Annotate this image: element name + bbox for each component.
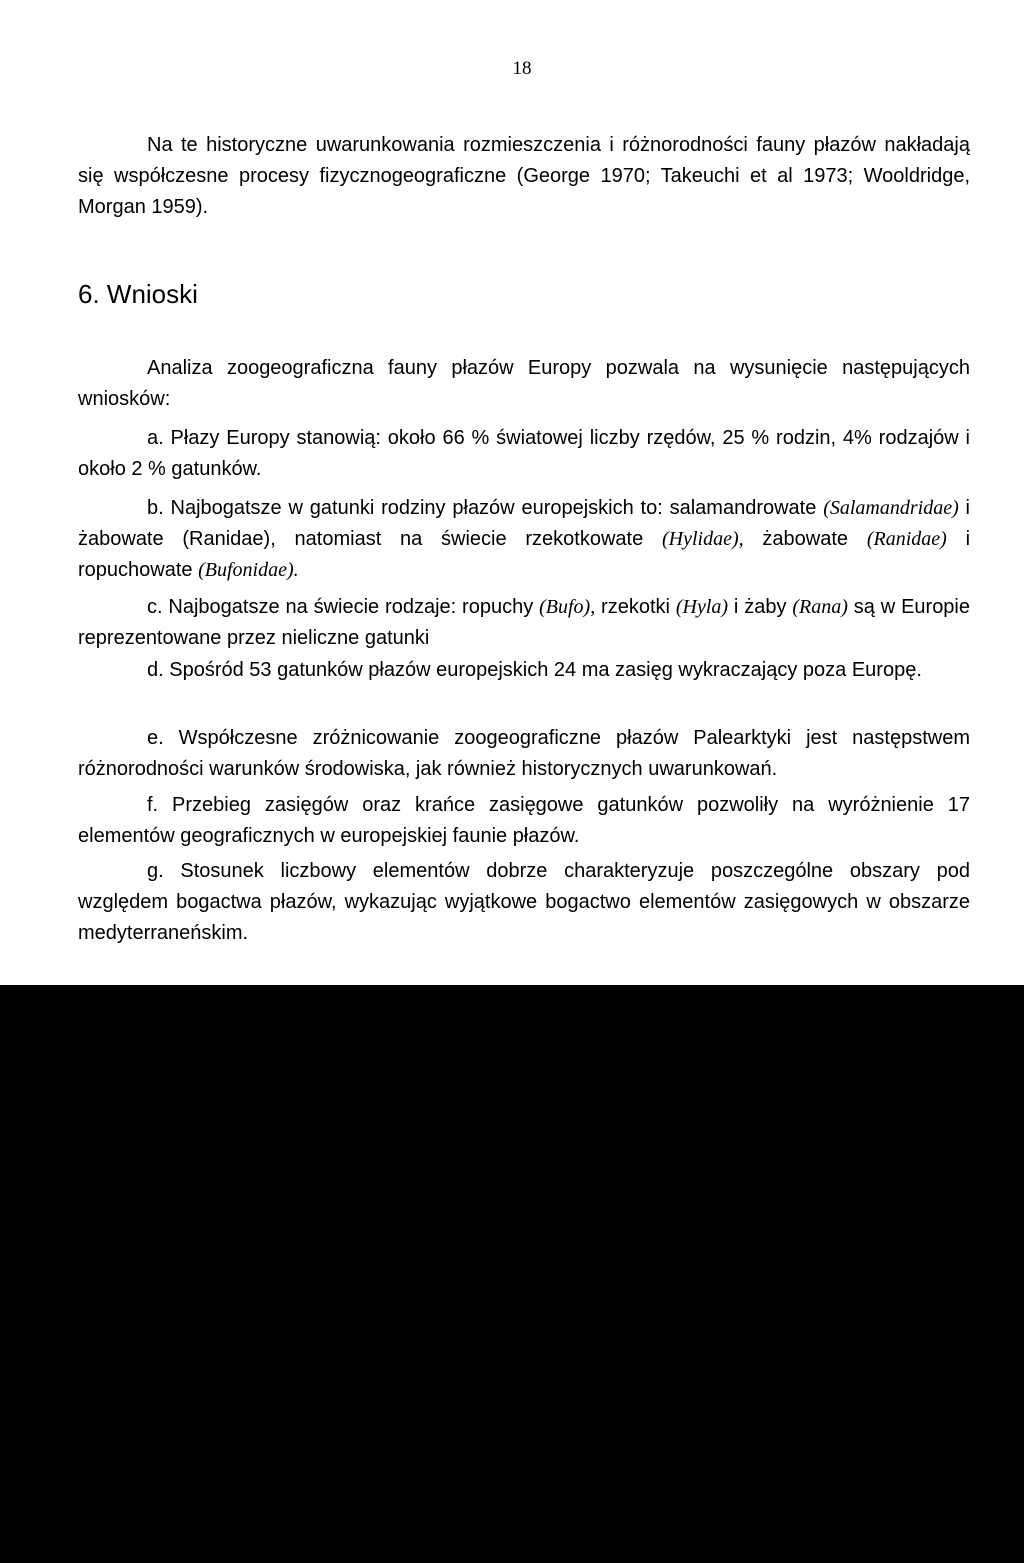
lead-paragraph: Analiza zoogeograficzna fauny płazów Europy pozwala na wysunięcie następujących wniosków: xyxy=(78,357,970,410)
conclusion-c xyxy=(78,592,970,654)
conclusion-b xyxy=(78,493,970,586)
section-heading: 6. Wnioski xyxy=(78,279,198,309)
conclusion-c-text-2: rzekotki xyxy=(595,596,676,618)
conclusion-b-text-2: i żabowate (Ranidae), natomiast na świecie rzekotkowate xyxy=(78,497,970,550)
conclusion-c-taxon-1: (Bufo), xyxy=(539,596,596,618)
conclusion-c-taxon-2: (Hyla) xyxy=(675,596,729,618)
conclusion-b-taxon-4: (Bufonidae). xyxy=(198,559,299,581)
conclusion-c-text-1: c. Najbogatsze na świecie rodzaje: ropuchy xyxy=(147,596,540,618)
conclusion-b-text-3: żabowate xyxy=(743,528,867,550)
conclusion-c-text-3: i żaby xyxy=(728,596,793,618)
conclusion-b-taxon-3: (Ranidae) xyxy=(866,528,947,550)
conclusion-b-text-1: b. Najbogatsze w gatunki rodziny płazów europejskich to: salamandrowate xyxy=(147,497,824,519)
conclusion-c-text-4: są w Europie reprezentowane przez nieliczne gatunki xyxy=(78,596,970,649)
conclusion-a: a. Płazy Europy stanowią: około 66 % światowej liczby rzędów, 25 % rodzin, 4% rodzajów i około 2 % gatunków. xyxy=(78,427,970,480)
intro-paragraph: Na te historyczne uwarunkowania rozmieszczenia i różnorodności fauny płazów nakładają się współczesne procesy fizycznogeograficzne (George 1970; Takeuchi et al 1973; Wooldridge, Morgan 1959). xyxy=(78,134,970,218)
conclusion-c-taxon-3: (Rana) xyxy=(792,596,848,618)
conclusion-f: f. Przebieg zasięgów oraz krańce zasięgowe gatunków pozwoliły na wyróżnienie 17 elementów geograficznych w europejskiej faunie płazów. xyxy=(78,794,970,847)
conclusion-b-text-4: i ropuchowate xyxy=(78,528,971,581)
page-number: 18 xyxy=(512,58,532,79)
conclusion-b-taxon-1: (Salamandridae) xyxy=(823,497,959,519)
conclusion-d: d. Spośród 53 gatunków płazów europejskich 24 ma zasięg wykraczający poza Europę. xyxy=(147,659,922,681)
conclusion-b-taxon-2: (Hylidae), xyxy=(662,528,744,550)
conclusion-e: e. Współczesne zróżnicowanie zoogeograficzne płazów Palearktyki jest następstwem różnorodności warunków środowiska, jak również historycznych uwarunkowań. xyxy=(78,727,970,780)
conclusion-g: g. Stosunek liczbowy elementów dobrze charakteryzuje poszczególne obszary pod względem bogactwa płazów, wykazując wyjątkowe bogactwo elementów zasięgowych w obszarze medyterraneńskim. xyxy=(78,860,970,944)
